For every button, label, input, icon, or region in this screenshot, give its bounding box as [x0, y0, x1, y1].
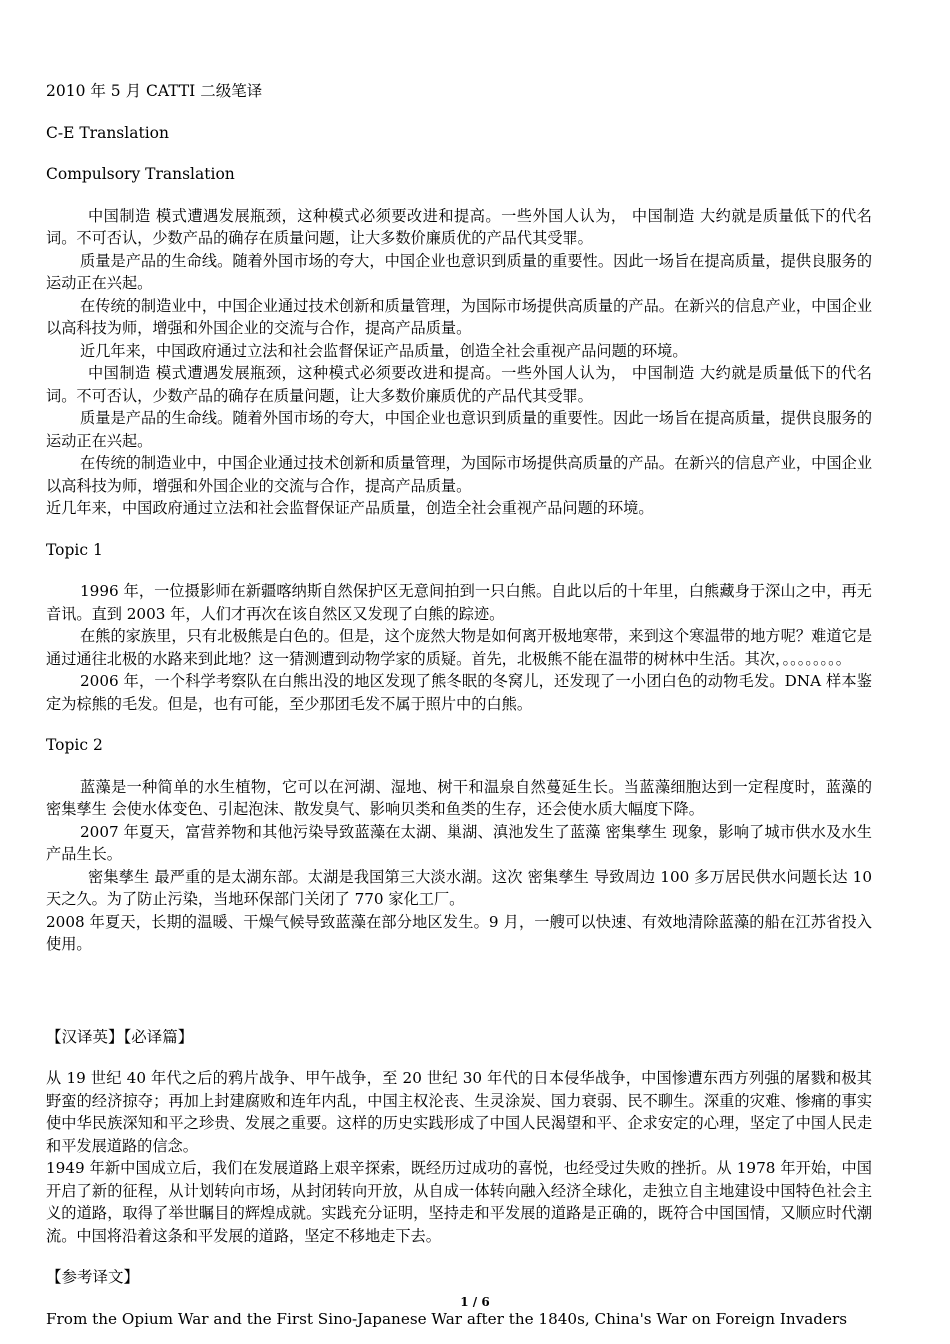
c2e-source-text: [46, 1067, 872, 1247]
section-heading-c2e: 【汉译英】【必译篇】: [46, 1027, 194, 1046]
paragraph: 质量是产品的生命线。随着外国市场的夸大，中国企业也意识到质量的重要性。因此一场旨在提高质量，提供良服务的运动正在兴起。: [46, 409, 872, 450]
paragraph: 近几年来，中国政府通过立法和社会监督保证产品质量，创造全社会重视产品问题的环境。: [80, 341, 688, 360]
reference-translation-text: From the Opium War and the First Sino-Japanese War after the 1840s, China's War on Foreign Invaders: [46, 1309, 848, 1328]
paragraph: 在熊的家族里，只有北极熊是白色的。但是，这个庞然大物是如何离开极地寒带，来到这个寒温带的地方呢？难道它是通过通往北极的水路来到此地？这一猜测遭到动物学家的质疑。首先，北极熊不能在温带的树林中生活。其次，。。。。。。。。: [46, 627, 872, 668]
paragraph: 蓝藻是一种简单的水生植物，它可以在河湖、湿地、树干和温泉自然蔓延生长。当蓝藻细胞达到一定程度时，蓝藻的 密集孳生 会使水体变色、引起泡沫、散发臭气、影响贝类和鱼类的生存，还会使水质大幅度下降。: [46, 777, 872, 818]
paragraph: 2007 年夏天，富营养物和其他污染导致蓝藻在太湖、巢湖、滇池发生了蓝藻 密集孳生 现象，影响了城市供水及水生产品生长。: [46, 822, 872, 863]
compulsory-translation-text: [46, 205, 872, 520]
section-heading-topic-1: Topic 1: [46, 540, 103, 559]
paragraph: 在传统的制造业中，中国企业通过技术创新和质量管理，为国际市场提供高质量的产品。在新兴的信息产业，中国企业以高科技为师，增强和外国企业的交流与合作，提高产品质量。: [46, 454, 872, 495]
page-number: 1 / 6: [460, 1295, 490, 1309]
paragraph: 1996 年，一位摄影师在新疆喀纳斯自然保护区无意间拍到一只白熊。自此以后的十年里，白熊藏身于深山之中，再无音讯。直到 2003 年，人们才再次在该自然区又发现了白熊的踪迹。: [46, 582, 872, 623]
paragraph: 在传统的制造业中，中国企业通过技术创新和质量管理，为国际市场提供高质量的产品。在新兴的信息产业，中国企业以高科技为师，增强和外国企业的交流与合作，提高产品质量。: [46, 296, 872, 337]
document-body: [46, 80, 872, 1330]
topic-2-text: [46, 776, 872, 956]
paragraph: 从 19 世纪 40 年代之后的鸦片战争、甲午战争，至 20 世纪 30 年代的日本侵华战争，中国惨遭东西方列强的屠戮和极其野蛮的经济掠夺；再加上封建腐败和连年内乱，中国主权沦丧、生灵涂炭、国力衰弱、民不聊生。深重的灾难、惨痛的事实使中华民族深知和平之珍贵、发展之重要。这样的历史实践形成了中国人民渴望和平、企求安定的心理，坚定了中国人民走和平发展道路的信念。: [46, 1069, 872, 1155]
section-heading-reference: 【参考译文】: [46, 1268, 140, 1286]
document-subtitle: C-E Translation: [46, 123, 169, 142]
paragraph: 中国制造 模式遭遇发展瓶颈，这种模式必须要改进和提高。一些外国人认为， 中国制造 大约就是质量低下的代名词。不可否认，少数产品的确存在质量问题，让大多数价廉质优的产品代其受罪。: [46, 206, 872, 247]
paragraph: 中国制造 模式遭遇发展瓶颈，这种模式必须要改进和提高。一些外国人认为， 中国制造 大约就是质量低下的代名词。不可否认，少数产品的确存在质量问题，让大多数价廉质优的产品代其受罪。: [46, 364, 872, 405]
paragraph: 1949 年新中国成立后，我们在发展道路上艰辛探索，既经历过成功的喜悦，也经受过失败的挫折。从 1978 年开始，中国开启了新的征程，从计划转向市场，从封闭转向开放，从自成一体转向融入经济全球化，走独立自主地建设中国特色社会主义的道路，取得了举世瞩目的辉煌成就。实践充分证明，坚持走和平发展的道路是正确的，既符合中国国情，又顺应时代潮流。中国将沿着这条和平发展的道路，坚定不移地走下去。: [46, 1159, 872, 1245]
paragraph: 密集孳生 最严重的是太湖东部。太湖是我国第三大淡水湖。这次 密集孳生 导致周边 100 多万居民供水问题长达 10 天之久。为了防止污染，当地环保部门关闭了 770 家化工厂。: [46, 867, 872, 908]
paragraph: 质量是产品的生命线。随着外国市场的夸大，中国企业也意识到质量的重要性。因此一场旨在提高质量，提供良服务的运动正在兴起。: [46, 251, 872, 292]
section-heading-compulsory: Compulsory Translation: [46, 165, 235, 183]
paragraph: 2008 年夏天，长期的温暖、干燥气候导致蓝藻在部分地区发生。9 月，一艘可以快速、有效地清除蓝藻的船在江苏省投入使用。: [46, 912, 872, 953]
paragraph: 近几年来，中国政府通过立法和社会监督保证产品质量，创造全社会重视产品问题的环境。: [46, 499, 654, 517]
document-title: 2010 年 5 月 CATTI 二级笔译: [46, 82, 263, 100]
section-heading-topic-2: Topic 2: [46, 736, 103, 754]
paragraph: 2006 年，一个科学考察队在白熊出没的地区发现了熊冬眠的冬窝儿，还发现了一小团白色的动物毛发。DNA 样本鉴定为棕熊的毛发。但是，也有可能，至少那团毛发不属于照片中的白熊。: [46, 672, 872, 713]
topic-1-text: [46, 580, 872, 715]
